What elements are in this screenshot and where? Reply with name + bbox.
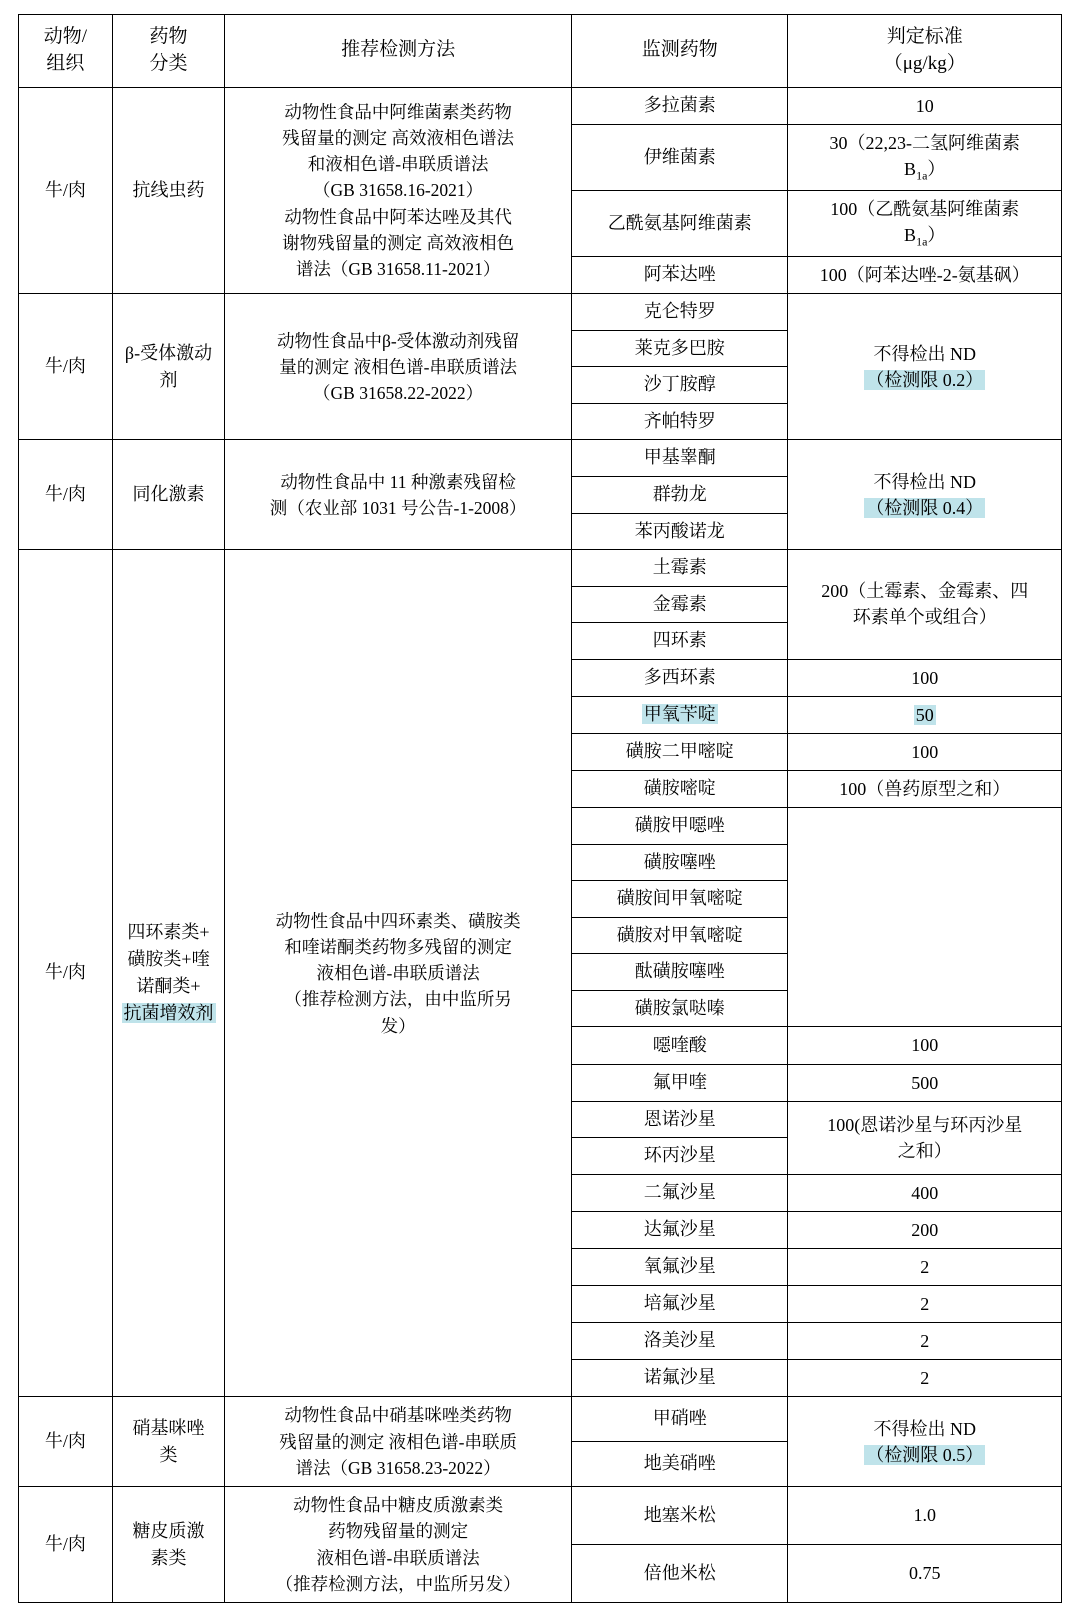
cell-drug: 莱克多巴胺 — [572, 330, 788, 367]
cell-limit: 100（乙酰氨基阿维菌素 $B_{1a}$） — [788, 191, 1062, 257]
cell-drug: 阿苯达唑 — [572, 257, 788, 294]
cell-limit: 100 — [788, 1027, 1062, 1064]
cell-drug: 乙酰氨基阿维菌素 — [572, 191, 788, 257]
table-row — [19, 1487, 1062, 1545]
cell-drug: 磺胺对甲氧嘧啶 — [572, 917, 788, 954]
cell-drug-class: 硝基咪唑 类 — [112, 1397, 224, 1487]
cell-drug-class: β-受体激动剂 — [112, 294, 224, 440]
cell-drug: 磺胺噻唑 — [572, 844, 788, 881]
cell-drug-class: 糖皮质激 素类 — [112, 1487, 224, 1603]
cell-limit: 400 — [788, 1174, 1062, 1211]
cell-animal-tissue: 牛/肉 — [19, 550, 113, 1397]
cell-method: 动物性食品中β-受体激动剂残留 量的测定 液相色谱-串联质谱法 （GB 31658.22-2022） — [225, 294, 572, 440]
cell-method: 动物性食品中硝基咪唑类药物 残留量的测定 液相色谱-串联质 谱法（GB 31658.23-2022） — [225, 1397, 572, 1487]
cell-drug: 甲硝唑 — [572, 1397, 788, 1442]
cell-drug: 诺氟沙星 — [572, 1360, 788, 1397]
cell-drug: 倍他米松 — [572, 1545, 788, 1603]
header-recommended-method: 推荐检测方法 — [225, 15, 572, 88]
cell-limit: 不得检出 ND （检测限 0.4） — [788, 440, 1062, 550]
cell-drug: 磺胺氯哒嗪 — [572, 990, 788, 1027]
header-drug-class: 药物 分类 — [112, 15, 224, 88]
cell-drug: 达氟沙星 — [572, 1211, 788, 1248]
cell-drug: 洛美沙星 — [572, 1323, 788, 1360]
limit-subscript-line: $B_{1a}$） — [904, 225, 946, 249]
cell-limit: 100(恩诺沙星与环丙沙星 之和） — [788, 1101, 1062, 1174]
cell-drug-class: 同化激素 — [112, 440, 224, 550]
cell-drug: 齐帕特罗 — [572, 403, 788, 440]
cell-limit: 不得检出 ND （检测限 0.5） — [788, 1397, 1062, 1487]
cell-drug: 沙丁胺醇 — [572, 367, 788, 404]
cell-animal-tissue: 牛/肉 — [19, 1487, 113, 1603]
header-animal-tissue: 动物/ 组织 — [19, 15, 113, 88]
drug-class-highlight: 抗菌增效剂 — [123, 1003, 214, 1024]
cell-drug: 多西环素 — [572, 659, 788, 696]
drug-highlight: 甲氧苄啶 — [643, 704, 716, 725]
limit-subscript-line: $B_{1a}$） — [904, 159, 946, 183]
cell-limit: 30（22,23-二氢阿维菌素 $B_{1a}$） — [788, 125, 1062, 191]
table-row — [19, 294, 1062, 331]
header-monitored-drug: 监测药物 — [572, 15, 788, 88]
cell-drug: 地塞米松 — [572, 1487, 788, 1545]
cell-drug: 噁喹酸 — [572, 1027, 788, 1064]
cell-drug: 环丙沙星 — [572, 1138, 788, 1175]
table-row — [19, 550, 1062, 587]
header-judgement-standard: 判定标准 （μg/kg） — [788, 15, 1062, 88]
cell-animal-tissue: 牛/肉 — [19, 87, 113, 293]
cell-limit: 2 — [788, 1323, 1062, 1360]
cell-drug: 恩诺沙星 — [572, 1101, 788, 1138]
cell-drug: 多拉菌素 — [572, 87, 788, 124]
cell-drug: 磺胺间甲氧嘧啶 — [572, 881, 788, 918]
cell-limit: 2 — [788, 1285, 1062, 1322]
cell-drug: 金霉素 — [572, 586, 788, 623]
cell-drug: 磺胺嘧啶 — [572, 771, 788, 808]
cell-method: 动物性食品中 11 种激素残留检 测（农业部 1031 号公告-1-2008） — [225, 440, 572, 550]
cell-limit: 10 — [788, 87, 1062, 124]
table-body — [19, 87, 1062, 1602]
cell-drug: 氧氟沙星 — [572, 1248, 788, 1285]
cell-limit: 100（阿苯达唑-2-氨基砜） — [788, 257, 1062, 294]
cell-limit: 2 — [788, 1248, 1062, 1285]
detection-limit-highlight: （检测限 0.5） — [866, 1444, 984, 1465]
cell-drug: 氟甲喹 — [572, 1064, 788, 1101]
cell-method: 动物性食品中阿维菌素类药物 残留量的测定 高效液相色谱法 和液相色谱-串联质谱法 （GB 31658.16-2021） 动物性食品中阿苯达唑及其代 谢物残留量的测定 高效液相色 谱法（GB 31658.11-2021） — [225, 87, 572, 293]
cell-method: 动物性食品中糖皮质激素类 药物残留量的测定 液相色谱-串联质谱法 （推荐检测方法，中监所另发） — [225, 1487, 572, 1603]
cell-animal-tissue: 牛/肉 — [19, 1397, 113, 1487]
limit-highlight: 50 — [915, 704, 934, 725]
cell-drug: 克仑特罗 — [572, 294, 788, 331]
table-header — [19, 15, 1062, 88]
cell-limit: 100（兽药原型之和） — [788, 771, 1062, 808]
table-row — [19, 87, 1062, 124]
cell-limit: 不得检出 ND （检测限 0.2） — [788, 294, 1062, 440]
cell-limit: 1.0 — [788, 1487, 1062, 1545]
cell-drug: 培氟沙星 — [572, 1285, 788, 1322]
cell-drug: 伊维菌素 — [572, 125, 788, 191]
table-header-row — [19, 15, 1062, 88]
table-row — [19, 440, 1062, 477]
cell-drug: 群勃龙 — [572, 477, 788, 514]
cell-method: 动物性食品中四环素类、磺胺类 和喹诺酮类药物多残留的测定 液相色谱-串联质谱法 （推荐检测方法，由中监所另 发） — [225, 550, 572, 1397]
cell-limit: 200（土霉素、金霉素、四 环素单个或组合） — [788, 550, 1062, 660]
cell-limit — [788, 696, 1062, 733]
cell-animal-tissue: 牛/肉 — [19, 294, 113, 440]
cell-drug: 地美硝唑 — [572, 1442, 788, 1487]
drug-residue-standards-table — [18, 14, 1062, 1603]
cell-drug: 磺胺二甲嘧啶 — [572, 733, 788, 770]
cell-drug: 四环素 — [572, 623, 788, 660]
cell-drug: 甲基睾酮 — [572, 440, 788, 477]
cell-drug-class: 四环素类+ 磺胺类+喹 诺酮类+ 抗菌增效剂 — [112, 550, 224, 1397]
cell-limit: 100 — [788, 659, 1062, 696]
cell-limit: 2 — [788, 1360, 1062, 1397]
cell-drug-class: 抗线虫药 — [112, 87, 224, 293]
cell-limit: 0.75 — [788, 1545, 1062, 1603]
cell-drug: 土霉素 — [572, 550, 788, 587]
cell-limit: 100 — [788, 733, 1062, 770]
table-row — [19, 1397, 1062, 1442]
cell-limit: 500 — [788, 1064, 1062, 1101]
cell-drug: 磺胺甲噁唑 — [572, 808, 788, 845]
cell-drug: 酞磺胺噻唑 — [572, 954, 788, 991]
cell-drug: 二氟沙星 — [572, 1174, 788, 1211]
cell-limit-empty — [788, 808, 1062, 1027]
cell-drug — [572, 696, 788, 733]
cell-drug: 苯丙酸诺龙 — [572, 513, 788, 550]
cell-limit: 200 — [788, 1211, 1062, 1248]
cell-animal-tissue: 牛/肉 — [19, 440, 113, 550]
detection-limit-highlight: （检测限 0.4） — [866, 497, 984, 518]
detection-limit-highlight: （检测限 0.2） — [866, 369, 984, 390]
